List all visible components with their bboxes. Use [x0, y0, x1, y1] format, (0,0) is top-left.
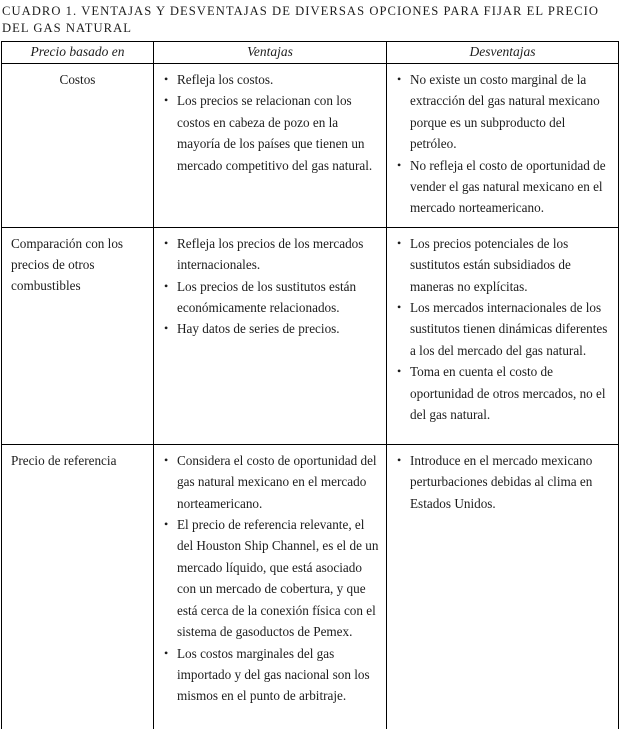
item-text: Hay datos de series de precios. [177, 321, 340, 337]
ventajas-cell [154, 64, 387, 228]
header-desventajas: Desventajas [387, 42, 619, 64]
bullet-icon: • [397, 300, 402, 315]
row-label-cell [2, 227, 154, 444]
desventaja-item [397, 155, 613, 219]
item-text: No existe un costo marginal de la extracción del gas natural mexicano porque es un subproducto del petróleo. [410, 72, 600, 152]
desventajas-list [397, 450, 613, 514]
item-text: Los precios potenciales de los sustitutos están subsidiados de maneras no explícitas. [410, 235, 571, 294]
item-text: Los precios se relacionan con los costos en cabeza de pozo en la mayoría de los países que tienen un mercado competitivo del gas natural. [177, 93, 373, 173]
header-precio-basado-en: Precio basado en [2, 42, 154, 64]
desventajas-cell [387, 64, 619, 228]
table-row [2, 64, 619, 228]
table-title: CUADRO 1. VENTAJAS Y DESVENTAJAS DE DIVERSAS OPCIONES PARA FIJAR EL PRECIO DEL GAS NATURAL [2, 4, 599, 35]
desventaja-item [397, 233, 613, 297]
bullet-icon: • [397, 72, 402, 86]
ventaja-item [164, 233, 381, 276]
bullet-icon: • [164, 235, 169, 250]
desventaja-item [397, 69, 613, 155]
item-text: Los costos marginales del gas importado y del gas nacional son los mismos en el punto de arbitraje. [177, 645, 370, 704]
item-text: Toma en cuenta el costo de oportunidad de otros mercados, no el del gas natural. [410, 364, 606, 423]
row-label-cell [2, 64, 154, 228]
item-text: Introduce en el mercado mexicano perturbaciones debidas al clima en Estados Unidos. [410, 452, 593, 511]
bullet-icon: • [164, 517, 169, 532]
item-text: Considera el costo de oportunidad del gas natural mexicano en el mercado norteamericano. [177, 452, 377, 511]
ventaja-item [164, 276, 381, 319]
bullet-icon: • [397, 157, 402, 172]
bullet-icon: • [164, 321, 169, 336]
row-label: Precio de referencia [11, 452, 117, 468]
header-ventajas: Ventajas [154, 42, 387, 64]
row-label: Comparación con los precios de otros combustibles [11, 235, 124, 294]
ventaja-item [164, 90, 381, 176]
ventajas-cell [154, 444, 387, 729]
item-text: Los precios de los sustitutos están económicamente relacionados. [177, 278, 357, 316]
bullet-icon: • [397, 364, 402, 379]
ventaja-item [164, 69, 381, 90]
options-table [1, 41, 619, 729]
item-text: Refleja los precios de los mercados internacionales. [177, 235, 364, 273]
desventajas-list [397, 69, 613, 219]
bullet-icon: • [164, 72, 169, 86]
row-label-cell [2, 444, 154, 729]
ventaja-item [164, 318, 381, 339]
desventaja-item [397, 361, 613, 425]
row-label: Costos [59, 72, 96, 87]
bullet-icon: • [164, 645, 169, 660]
item-text: Los mercados internacionales de los sustitutos tienen dinámicas diferentes a los del mercado del gas natural. [410, 300, 608, 358]
ventaja-item [164, 643, 381, 707]
item-text: No refleja el costo de oportunidad de vender el gas natural mexicano en el mercado norteamericano. [410, 157, 606, 216]
ventajas-list [164, 450, 381, 707]
ventajas-cell [154, 227, 387, 444]
desventaja-item [397, 297, 613, 361]
ventaja-item [164, 450, 381, 514]
table-row [2, 227, 619, 444]
desventajas-list [397, 233, 613, 426]
ventaja-item [164, 514, 381, 642]
bullet-icon: • [164, 452, 169, 467]
ventajas-list [164, 69, 381, 176]
ventajas-list [164, 233, 381, 340]
header-row [2, 42, 619, 64]
desventaja-item [397, 450, 613, 514]
bullet-icon: • [397, 452, 402, 467]
item-text: El precio de referencia relevante, el del Houston Ship Channel, es el de un mercado líquido, que está asociado con un mercado de cobertura, y que está cerca de la conexión física con el sistema de gasoductos de Pemex. [177, 517, 379, 640]
bullet-icon: • [164, 278, 169, 293]
desventajas-cell [387, 444, 619, 729]
bullet-icon: • [397, 235, 402, 250]
item-text: Refleja los costos. [177, 72, 274, 87]
desventajas-cell [387, 227, 619, 444]
table-row [2, 444, 619, 729]
bullet-icon: • [164, 93, 169, 108]
